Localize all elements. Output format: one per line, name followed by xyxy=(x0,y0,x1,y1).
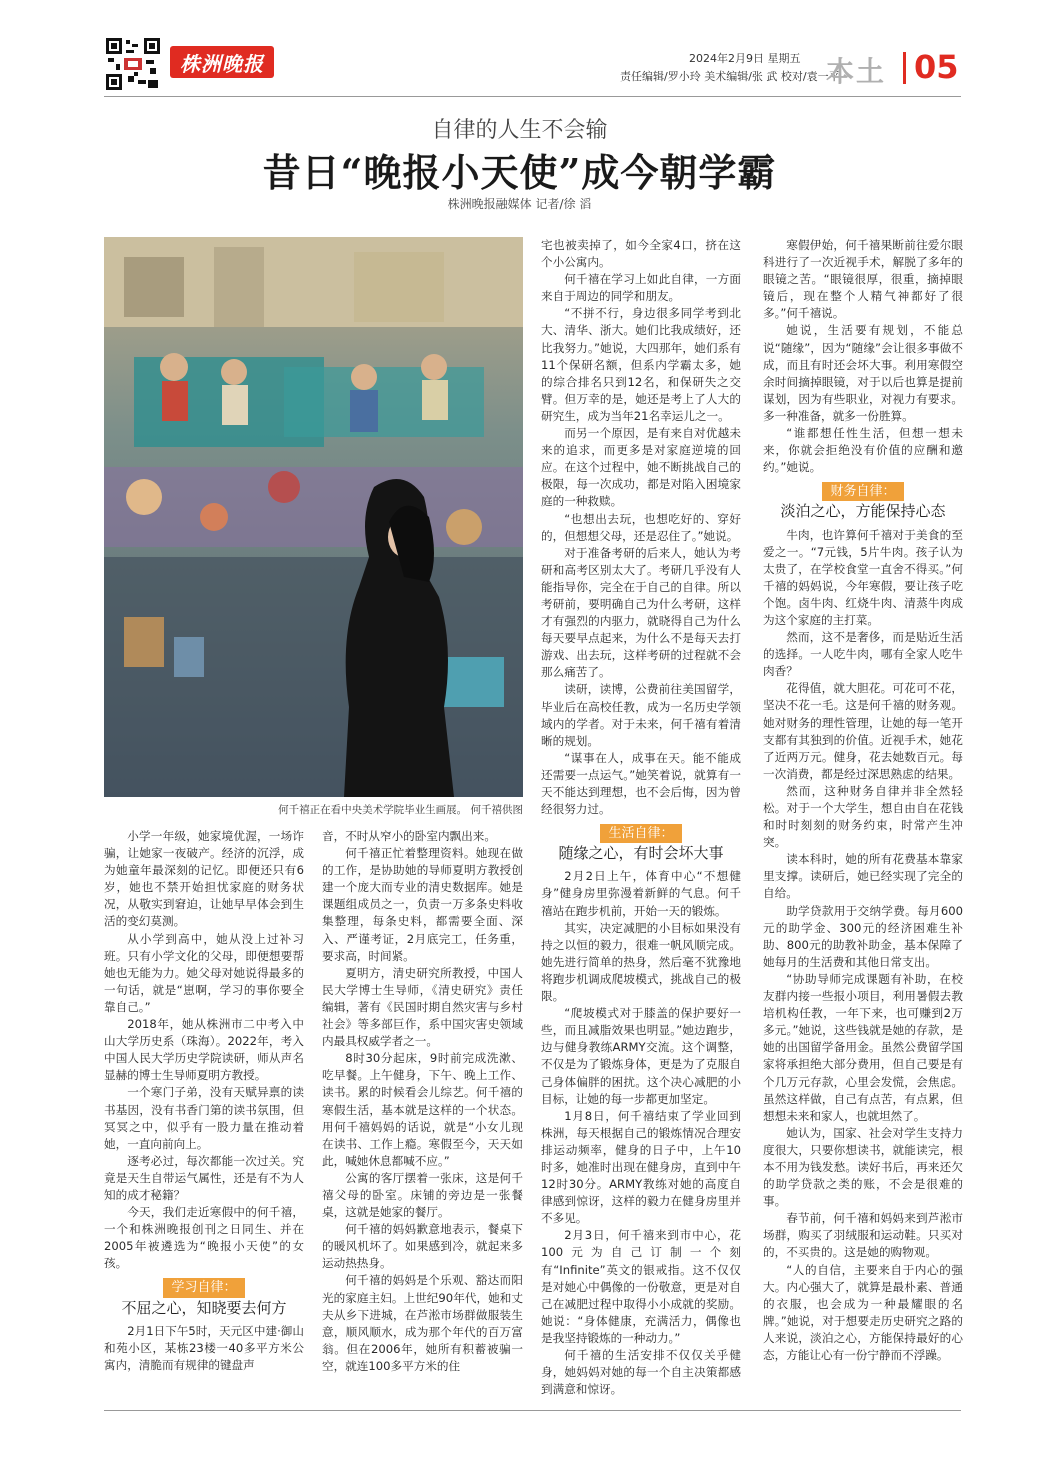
paragraph: 对于准备考研的后来人，她认为考研和高考区别太大了。考研几乎没有人能指导你，完全在于自己的自律。所以考研前，要明确自己为什么考研，这样才有强烈的内驱力，就晓得自己为什么每天要早点起来，为什么不是每天去打游戏、出去玩，这样考研的过程就不会那么痛苦了。 xyxy=(541,545,741,680)
paragraph: 从小学到高中，她从没上过补习班。只有小学文化的父母，即便想要帮她也无能为力。她父母对她说得最多的一句话，就是“崽啊，学习的事你要全靠自己。” xyxy=(104,931,304,1014)
paragraph: “不拼不行，身边很多同学考到北大、清华、浙大。她们比我成绩好，还比我努力。”她说，大四那年，她们系有11个保研名额，但系内学霸太多，她的综合排名只到12名，和保研失之交臂。但万幸的是，她还是考上了人大的研究生，成为当年21名幸运儿之一。 xyxy=(541,306,741,423)
paragraph: “爬坡模式对于膝盖的保护要好一些，而且减脂效果也明显。”她边跑步，边与健身教练ARMY交流。这个调整，不仅是为了锻炼身体，更是为了克服自己身体偏胖的困扰。这个决心减肥的小目标，让她的每一步都更加坚定。 xyxy=(541,1006,741,1106)
paragraph: 何千禧的生活安排不仅仅关乎健身，她妈妈对她的每一个自主决策都感到满意和惊讶。 xyxy=(541,1348,741,1397)
section-tag-life: 生活自律： xyxy=(600,824,681,843)
paragraph: 寒假伊始，何千禧果断前往爱尔眼科进行了一次近视手术，解脱了多年的眼镜之苦。“眼镜很厚，很重，摘掉眼镜后，现在整个人精气神都好了很多。”何千禧说。 xyxy=(763,238,963,321)
qr-code-icon xyxy=(104,36,162,92)
paragraph: 读研，读博，公费前往美国留学，毕业后在高校任教，成为一名历史学领域内的学者。对于未来，何千禧有着清晰的规划。 xyxy=(541,682,741,748)
paragraph: “谋事在人，成事在天。能不能成还需要一点运气。”她笑着说，就算有一天不能达到理想，也不会后悔，因为曾经很努力过。 xyxy=(541,750,741,817)
footer-rule xyxy=(104,1410,961,1411)
paragraph: 何千禧的妈妈歉意地表示，餐桌下的暖风机坏了。如果感到冷，就起来多运动热热身。 xyxy=(322,1222,523,1271)
paragraph: 她说，生活要有规划，不能总说“随缘”，因为“随缘”会让很多事做不成，而且有时还会坏大事。利用寒假空余时间摘掉眼镜，对于以后也算是提前谋划，因为有些职业，对视力有要求。多一种准备，就多一份胜算。 xyxy=(763,323,963,423)
article-column-2 xyxy=(322,828,523,1375)
paragraph: 1月8日，何千禧结束了学业回到株洲，每天根据自己的锻炼情况合理安排运动频率，健身的日子中，上午10时多，她准时出现在健身房，直到中午12时30分。ARMY教练对她的高度自律感到惊讶，这样的毅力在健身房里并不多见。 xyxy=(541,1108,741,1226)
paragraph: 然而，这种财务自律并非全然轻松。对于一个大学生，想自由自在花钱和时时刻刻的财务约束，时常产生冲突。 xyxy=(763,783,963,850)
paragraph: 何千禧在学习上如此自律，一方面来自于周边的同学和朋友。 xyxy=(541,272,741,304)
paragraph: 公寓的客厅摆着一张床，这是何千禧父母的卧室。床铺的旁边是一张餐桌，这就是她家的餐厅。 xyxy=(322,1170,523,1220)
newspaper-logo: 株洲晚报 xyxy=(170,46,274,78)
paragraph: 牛肉，也许算何千禧对于美食的至爱之一。“7元钱，5片牛肉。孩子认为太贵了，在学校食堂一直舍不得买。”何千禧的妈妈说，今年寒假，要让孩子吃个饱。卤牛肉、红烧牛肉、清蒸牛肉成为这个家庭的主打菜。 xyxy=(763,527,963,627)
issue-date: 2024年2月9日 星期五 xyxy=(689,52,801,65)
paragraph: “也想出去玩，也想吃好的、穿好的，但想想父母，还是忍住了。”她说。 xyxy=(541,511,741,543)
section-tag-study: 学习自律： xyxy=(163,1278,244,1297)
section-subtitle-study: 不屈之心，知晓要去何方 xyxy=(121,1298,287,1317)
paragraph: 一个寒门子弟，没有天赋异禀的读书基因，没有书香门第的读书氛围，但冥冥之中，似乎有一股力量在推动着她，一直向前向上。 xyxy=(104,1085,304,1151)
paragraph: 春节前，何千禧和妈妈来到芦淞市场群，购买了羽绒服和运动鞋。只买对的，不买贵的。这是她的购物观。 xyxy=(763,1211,963,1260)
paragraph: 小学一年级，她家境优渥，一场诈骗，让她家一夜破产。经济的沉浮，成为她童年最深刻的记忆。即便还只有6岁，她也不禁开始担忧家庭的财务状况，从敬实到窘迫，让她早早体会到生活的变幻莫测。 xyxy=(104,829,304,929)
article-kicker: 自律的人生不会输 xyxy=(431,118,608,143)
masthead-rule xyxy=(104,96,961,97)
paragraph: 而另一个原因，是有来自对优越未来的追求，而更多是对家庭逆境的回应。在这个过程中，她不断挑战自己的极限，每一次成功，都是对陷入困境家庭的一种救赎。 xyxy=(541,426,741,509)
article-byline: 株洲晚报融媒体 记者/徐 滔 xyxy=(447,197,592,211)
section-tag-finance: 财务自律： xyxy=(822,482,903,501)
paragraph: 何千禧正忙着整理资料。她现在做的工作，是协助她的导师夏明方教授创建一个庞大而专业的清史数据库。她是课题组成员之一，负责一万多条史料收集整理，每条史料，都需要全面、深入、严谨考证，2月底完工，任务重，要求高，时间紧。 xyxy=(322,846,523,963)
paragraph: 2018年，她从株洲市二中考入中山大学历史系（珠海）。2022年，考入中国人民大学历史学院读研，师从声名显赫的博士生导师夏明方教授。 xyxy=(104,1017,304,1083)
section-subtitle-life: 随缘之心，有时会坏大事 xyxy=(558,844,724,863)
paragraph: 其实，决定减肥的小目标如果没有持之以恒的毅力，很难一帆风顺完成。她先进行简单的热身，然后毫不犹豫地将跑步机调成爬坡模式，挑战自己的极限。 xyxy=(541,920,741,1004)
paragraph: 何千禧的妈妈是个乐观、豁达而阳光的家庭主妇。上世纪90年代，她和丈夫从乡下进城，在芦淞市场群做服装生意，顺风顺水，成为那个年代的百万富翁。但在2006年，她所有积蓄被骗一空，就连100多平方米的住 xyxy=(322,1273,523,1373)
paragraph: 逐考必过，每次都能一次过关。究竟是天生自带运气属性，还是有不为人知的成才秘籍？ xyxy=(104,1153,304,1202)
paragraph: 2月3日，何千禧来到市中心，花100元为自己订制一个刻有“Infinite”英文的银戒指。这不仅仅是对她心中偶像的一份敬意，更是对自己在减肥过程中取得小小成就的奖励。她说：“身体健康，充满活力，偶像也是我坚持锻炼的一种动力。” xyxy=(541,1228,741,1345)
article-photo xyxy=(104,237,523,797)
paragraph: “谁都想任性生活，但想一想未来，你就会拒绝没有价值的应酬和邀约。”她说。 xyxy=(763,426,963,475)
paragraph: “协助导师完成课题有补助，在校友群内接一些报小项目，利用暑假去教培机构任教，一年下来，也可赚到2万多元。”她说，这些钱就是她的存款，是她的出国留学备用金。虽然公费留学国家将承担绝大部分费用，但自己要是有个几万元存款，心里会发慌，会焦虑。虽然这样做，自己有点苦，有点累，但想想未来和家人，也就坦然了。 xyxy=(763,971,963,1123)
photo-caption: 何千禧正在看中央美术学院毕业生画展。 何千禧供图 xyxy=(278,804,523,816)
paragraph: 宅也被卖掉了，如今全家4口，挤在这个小公寓内。 xyxy=(541,238,741,270)
section-subtitle-finance: 淡泊之心，方能保持心态 xyxy=(780,502,946,521)
paragraph: 助学贷款用于交纳学费。每月600元的助学金、300元的经济困难生补助、800元的助教补助金，基本保障了她每月的生活费和其他日常支出。 xyxy=(763,903,963,969)
paragraph: 8时30分起床，9时前完成洗漱、吃早餐。上午健身，下午、晚上工作、读书。累的时候看会儿综艺。何千禧的寒假生活，基本就是这样的一个状态。用何千禧妈妈的话说，就是“小女儿现在读书、工作上瘾。寒假至今，天天如此，喊她休息都喊不应。” xyxy=(322,1051,523,1168)
staff-credits: 责任编辑/罗小玲 美术编辑/张 武 校对/袁一平 xyxy=(620,70,840,83)
paragraph: 今天，我们走近寒假中的何千禧，一个和株洲晚报创刊之日同生、并在2005年被遴选为“晚报小天使”的女孩。 xyxy=(104,1205,304,1271)
paragraph: 花得值，就大胆花。可花可不花，坚决不花一毛。这是何千禧的财务观。她对财务的理性管理，让她的每一笔开支都有其独到的价值。近视手术，她花了近两万元。健身，花去她数百元。每一次消费，都是经过深思熟虑的结果。 xyxy=(763,681,963,781)
paragraph: “人的自信，主要来自于内心的强大。内心强大了，就算是最朴素、普通的衣服，也会成为一种最耀眼的名牌。”她说，对于想要走历史研究之路的人来说，淡泊之心，方能保持最好的心态，方能让心有一份宁静而不浮躁。 xyxy=(763,1262,963,1362)
paragraph: 她认为，国家、社会对学生支持力度很大，只要你想读书，就能读完，根本不用为钱发愁。读好书后，再来还欠的助学贷款之类的账，不会是很难的事。 xyxy=(763,1125,963,1209)
page-number-divider xyxy=(903,52,906,84)
article-column-4 xyxy=(763,237,963,1364)
paragraph: 然而，这不是奢侈，而是贴近生活的选择。一人吃牛肉，哪有全家人吃牛肉香？ xyxy=(763,630,963,679)
paragraph: 音，不时从窄小的卧室内飘出来。 xyxy=(322,829,496,843)
paragraph: 夏明方，清史研究所教授，中国人民大学博士生导师，《清史研究》责任编辑，著有《民国时期自然灾害与乡村社会》等多部巨作，系中国灾害史领域内最具权威学者之一。 xyxy=(322,965,523,1049)
article-column-1 xyxy=(104,828,304,1374)
article-column-3 xyxy=(541,237,741,1398)
article-headline: 昔日“晚报小天使”成今朝学霸 xyxy=(262,150,777,195)
paragraph: 读本科时，她的所有花费基本靠家里支撑。读研后，她已经实现了完全的自给。 xyxy=(763,852,963,901)
page-number: 05 xyxy=(914,48,959,86)
section-name: 本土 xyxy=(826,55,887,88)
paragraph: 2月2日上午，体育中心“不想健身”健身房里弥漫着新鲜的气息。何千禧站在跑步机前，开始一天的锻炼。 xyxy=(541,869,741,918)
paragraph: 2月1日下午5时，天元区中建·御山和苑小区，某栋23楼一40多平方米公寓内，清脆而有规律的键盘声 xyxy=(104,1323,304,1372)
